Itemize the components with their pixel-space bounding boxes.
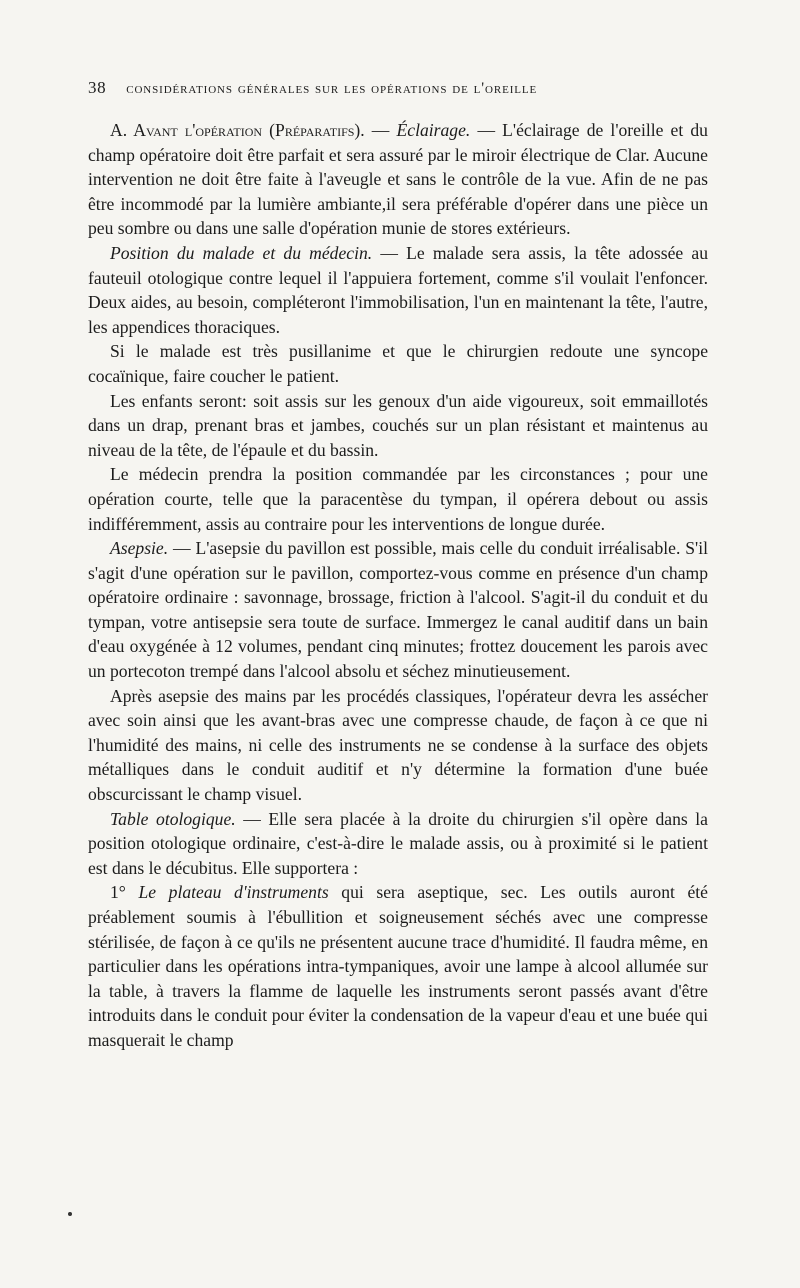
paragraph-plateau xyxy=(88,880,708,1052)
paragraph-syncope xyxy=(88,339,708,388)
paragraph-text: Après asepsie des mains par les procédés classiques, l'opérateur devra les assécher avec soin ainsi que les avant-bras avec une compresse chaude, de façon à ce que ni l'humidité des mains, ni celle des instruments ne se condense à la surface des objets métalliques dans le conduit auditif et n'y détermine la formation d'une buée obscurcissant le champ visuel. xyxy=(88,685,708,805)
list-number: 1° xyxy=(110,882,126,903)
paragraph-table xyxy=(88,807,708,881)
paragraph-position xyxy=(88,241,708,339)
ink-speck xyxy=(68,1212,72,1216)
paragraph-text: — L'asepsie du pavillon est possible, mais celle du conduit irréalisable. S'il s'agit d'une opération sur le pavillon, comportez-vous comme en présence d'un champ opératoire ordinaire : savonnage, brossage, friction à l'alcool. S'agit-il du conduit et du tympan, votre antisepsie sera toute de surface. Immergez le canal auditif dans un bain d'eau oxygénée à 12 volumes, pendant cinq minutes; frottez doucement les parois avec un portecoton trempé dans l'alcool absolu et séchez minutieusement. xyxy=(88,538,708,682)
subheading-eclairage: Éclairage. xyxy=(396,120,471,140)
paragraph-text: Le médecin prendra la position commandée par les circonstances ; pour une opération courte, telle que la paracentèse du tympan, il opérera debout ou assis indifféremment, assis au contraire pour les interventions de longue durée. xyxy=(88,464,708,534)
paragraph-text: Si le malade est très pusillanime et que le chirurgien redoute une syncope cocaïnique, faire coucher le patient. xyxy=(88,341,708,386)
subheading-position: Position du malade et du médecin. xyxy=(110,242,373,263)
book-page xyxy=(88,78,708,1053)
paragraph-text: — L'éclairage de l'oreille et du champ opératoire doit être parfait et sera assuré par le miroir électrique de Clar. Aucune intervention ne doit être faite à l'aveugle et sans le contrôle de la vue. Afin de ne pas être incommodé par la lumière ambiante,il sera préférable d'opérer dans une pièce un peu sombre ou dans une salle d'opération munie de stores extérieurs. xyxy=(88,120,708,239)
running-title: considérations générales sur les opérations de l'oreille xyxy=(126,80,538,97)
running-header xyxy=(88,78,708,98)
paragraph-text: — Elle sera placée à la droite du chirurgien s'il opère dans la position otologique ordinaire, c'est-à-dire le malade assis, ou à proximité si le patient est dans le décubitus. Elle supportera : xyxy=(88,808,708,878)
paragraph-mains xyxy=(88,684,708,807)
paragraph-asepsie xyxy=(88,536,708,684)
separator: — xyxy=(364,120,397,140)
section-label: A. Avant l'opération (Préparatifs). xyxy=(110,120,365,140)
paragraph-eclairage xyxy=(88,118,708,241)
paragraph-text: Les enfants seront: soit assis sur les genoux d'un aide vigoureux, soit emmaillotés dans un drap, prenant bras et jambes, couchés sur un plan résistant et maintenus au niveau de la tête, de l'épaule et du bassin. xyxy=(88,390,708,460)
subheading-table: Table otologique. xyxy=(110,808,236,829)
paragraph-medecin xyxy=(88,462,708,536)
paragraph-text: qui sera aseptique, sec. Les outils auront été préablement soumis à l'ébullition et soigneusement séchés avec une compresse stérilisée, de façon à ce qu'ils ne présentent aucune trace d'humidité. Il faudra même, en particulier dans les opérations intra-tympaniques, avoir une lampe à alcool allumée sur la table, à travers la flamme de laquelle les instruments seront passés avant d'être introduits dans le conduit pour éviter la condensation de la vapeur d'eau et une buée qui masquerait le champ xyxy=(88,882,708,1050)
paragraph-text: — Le malade sera assis, la tête adossée au fauteuil otologique contre lequel il l'appuiera fortement, comme s'il voulait l'enfoncer. Deux aides, au besoin, compléteront l'immobilisation, l'un en maintenant la tête, l'autre, les appendices thoraciques. xyxy=(88,242,708,337)
page-number: 38 xyxy=(88,78,107,97)
subheading-plateau: Le plateau d'instruments xyxy=(138,882,329,903)
subheading-asepsie: Asepsie. xyxy=(110,538,169,559)
paragraph-enfants xyxy=(88,389,708,463)
